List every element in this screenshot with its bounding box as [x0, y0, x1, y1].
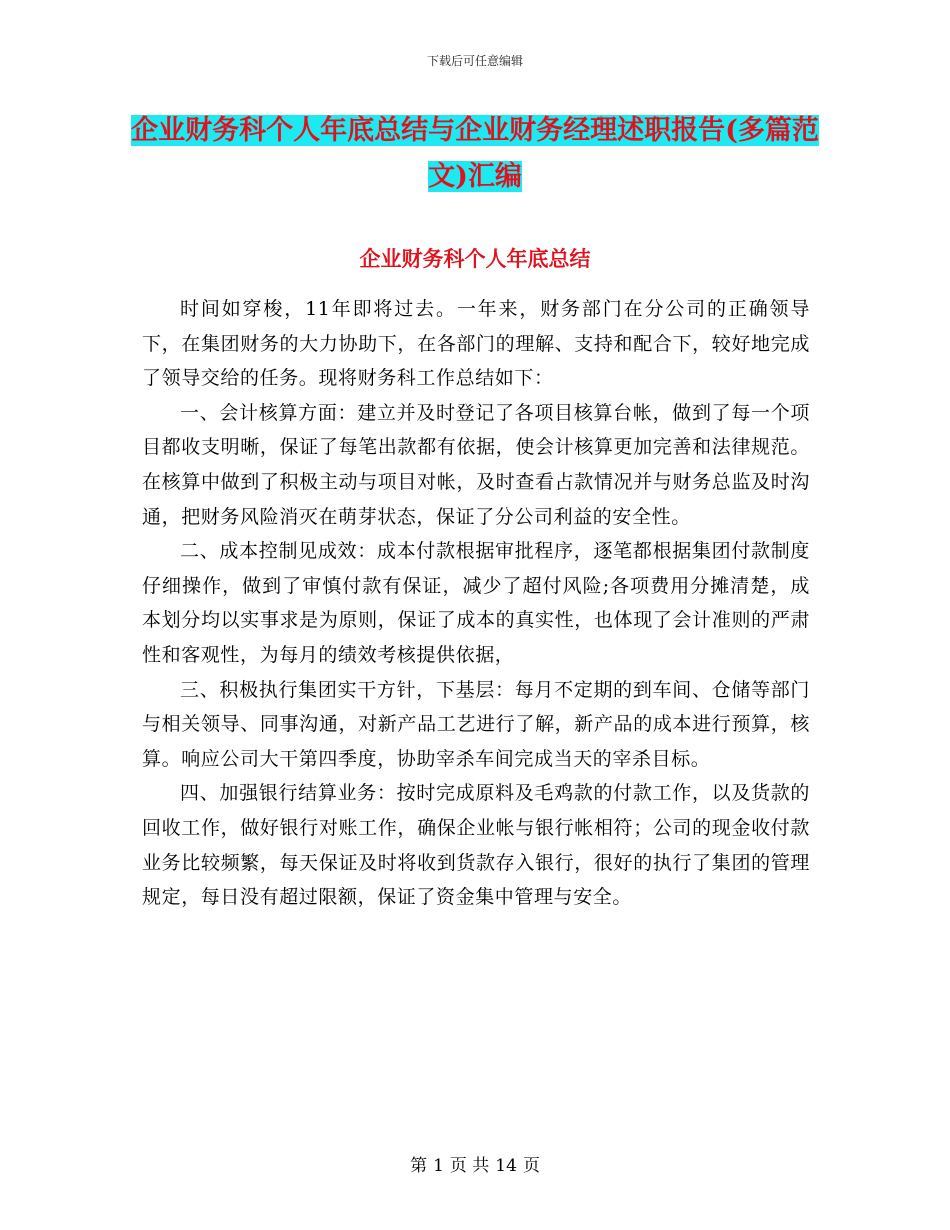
footer-current-page: 1 — [433, 1156, 444, 1176]
document-title-text: 企业财务科个人年底总结与企业财务经理述职报告(多篇范文)汇编 — [131, 115, 819, 192]
section-title: 企业财务科个人年底总结 — [359, 246, 591, 271]
paragraph-grassroots: 三、积极执行集团实干方针，下基层：每月不定期的到车间、仓储等部门与相关领导、同事沟通，对新产品工艺进行了解，新产品的成本进行预算，核算。响应公司大干第四季度，协助宰杀车间完成当天的宰杀目标。 — [142, 678, 810, 770]
document-title — [120, 108, 830, 200]
footer-prefix: 第 — [410, 1156, 428, 1176]
page-footer — [0, 1155, 950, 1177]
paragraph-cost-control: 二、成本控制见成效：成本付款根据审批程序，逐笔都根据集团付款制度仔细操作，做到了审慎付款有保证，减少了超付风险;各项费用分摊清楚，成本划分均以实事求是为原则，保证了成本的真实性，也体现了会计准则的严肃性和客观性，为每月的绩效考核提供依据， — [142, 540, 810, 666]
paragraph-bank-settlement: 四、加强银行结算业务：按时完成原料及毛鸡款的付款工作，以及货款的回收工作，做好银行对账工作，确保企业帐与银行帐相符；公司的现金收付款业务比较频繁，每天保证及时将收到货款存入银行，很好的执行了集团的管理规定，每日没有超过限额，保证了资金集中管理与安全。 — [142, 782, 810, 909]
footer-suffix: 页 — [522, 1156, 540, 1176]
page-header-note: 下载后可任意编辑 — [426, 54, 523, 68]
paragraph-accounting: 一、会计核算方面：建立并及时登记了各项目核算台帐，做到了每一个项目都收支明晰，保证了每笔出款都有依据，使会计核算更加完善和法律规范。在核算中做到了积极主动与项目对帐，及时查看占款情况并与财务总监及时沟通，把财务风险消灭在萌芽状态，保证了分公司利益的安全性。 — [142, 401, 810, 528]
document-body — [142, 292, 810, 915]
paragraph-intro: 时间如穿梭，11年即将过去。一年来，财务部门在分公司的正确领导下，在集团财务的大力协助下，在各部门的理解、支持和配合下，较好地完成了领导交给的任务。现将财务科工作总结如下： — [142, 298, 810, 390]
footer-mid: 页 共 — [449, 1156, 490, 1176]
footer-total-pages: 14 — [495, 1156, 517, 1176]
